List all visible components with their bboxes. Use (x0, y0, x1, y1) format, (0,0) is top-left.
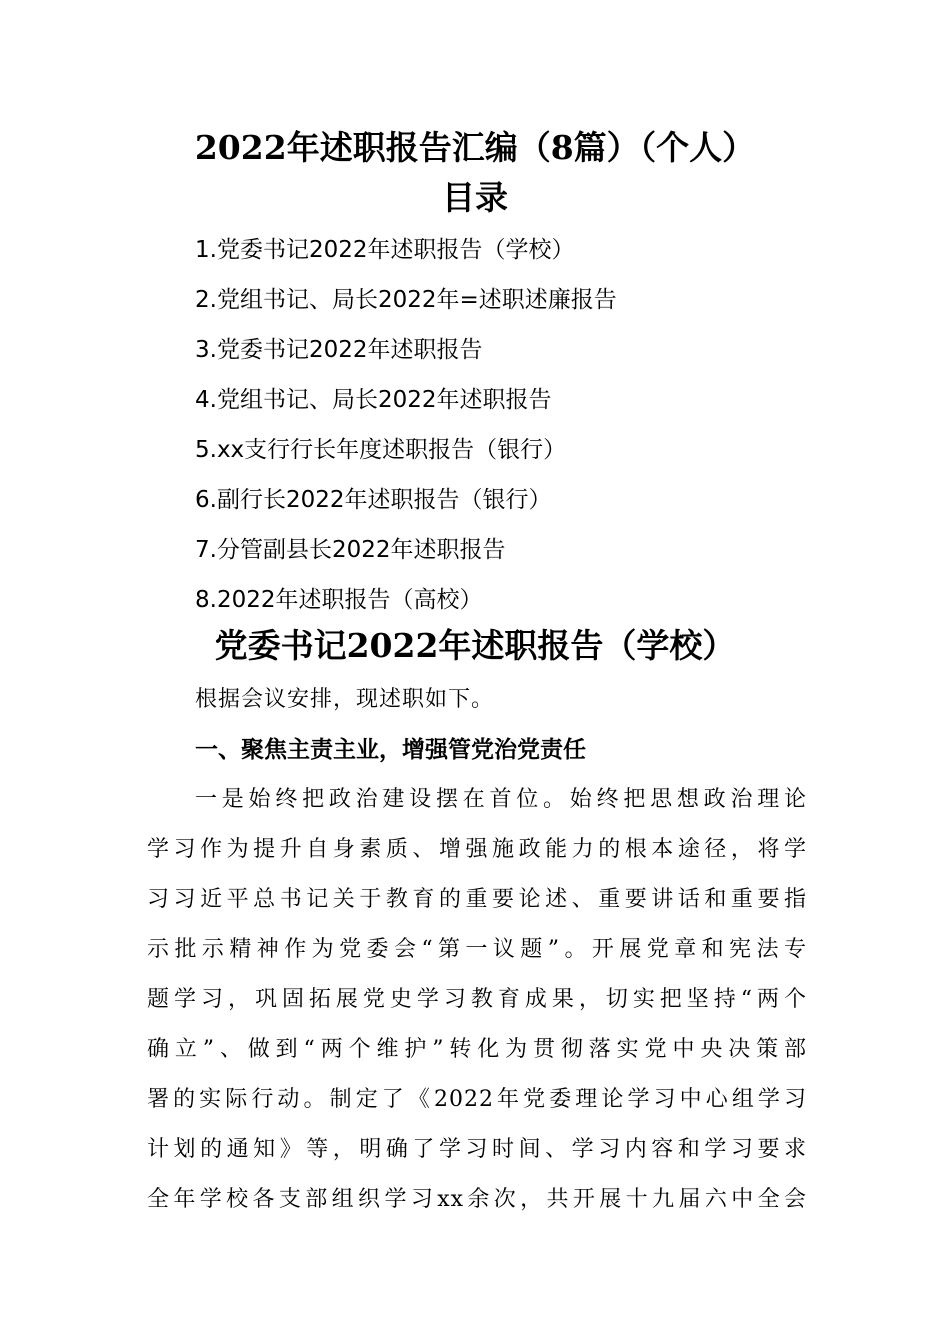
paragraph-line: 习习近平总书记关于教育的重要论述、重要讲话和重要指 (147, 887, 807, 912)
paragraph-line: 署的实际行动。制定了《2022年党委理论学习中心组学习 (147, 1087, 807, 1112)
toc-item[interactable]: 8.2022年述职报告（高校） (195, 587, 483, 613)
paragraph-line: 学习作为提升自身素质、增强施政能力的根本途径，将学 (147, 837, 807, 862)
body-paragraph (147, 780, 807, 1230)
paragraph-line: 示批示精神作为党委会“第一议题”。开展党章和宪法专 (147, 937, 807, 962)
paragraph-line: 确立”、做到“两个维护”转化为贯彻落实党中央决策部 (147, 1037, 807, 1062)
toc-item[interactable]: 7.分管副县长2022年述职报告 (195, 537, 506, 563)
section-heading: 一、聚焦主责主业，增强管党治党责任 (195, 737, 586, 763)
toc-item[interactable]: 1.党委书记2022年述职报告（学校） (195, 237, 575, 263)
intro-paragraph: 根据会议安排，现述职如下。 (195, 687, 495, 712)
paragraph-line: 题学习，巩固拓展党史学习教育成果，切实把坚持“两个 (147, 987, 807, 1012)
paragraph-line: 一是始终把政治建设摆在首位。始终把思想政治理论 (195, 787, 807, 812)
toc-item[interactable]: 4.党组书记、局长2022年述职报告 (195, 387, 552, 413)
toc-item[interactable]: 6.副行长2022年述职报告（银行） (195, 487, 552, 513)
section-title: 党委书记2022年述职报告（学校） (214, 626, 736, 665)
toc-heading: 目录 (442, 178, 508, 217)
toc-item[interactable]: 2.党组书记、局长2022年=述职述廉报告 (195, 287, 617, 313)
paragraph-line: 全年学校各支部组织学习xx余次，共开展十九届六中全会 (147, 1187, 807, 1212)
paragraph-line: 计划的通知》等，明确了学习时间、学习内容和学习要求 (147, 1137, 807, 1162)
toc-item[interactable]: 3.党委书记2022年述职报告 (195, 337, 483, 363)
document-title: 2022年述职报告汇编（8篇）（个人） (194, 128, 756, 167)
toc-item[interactable]: 5.xx支行行长年度述职报告（银行） (195, 437, 567, 463)
table-of-contents (195, 230, 617, 630)
